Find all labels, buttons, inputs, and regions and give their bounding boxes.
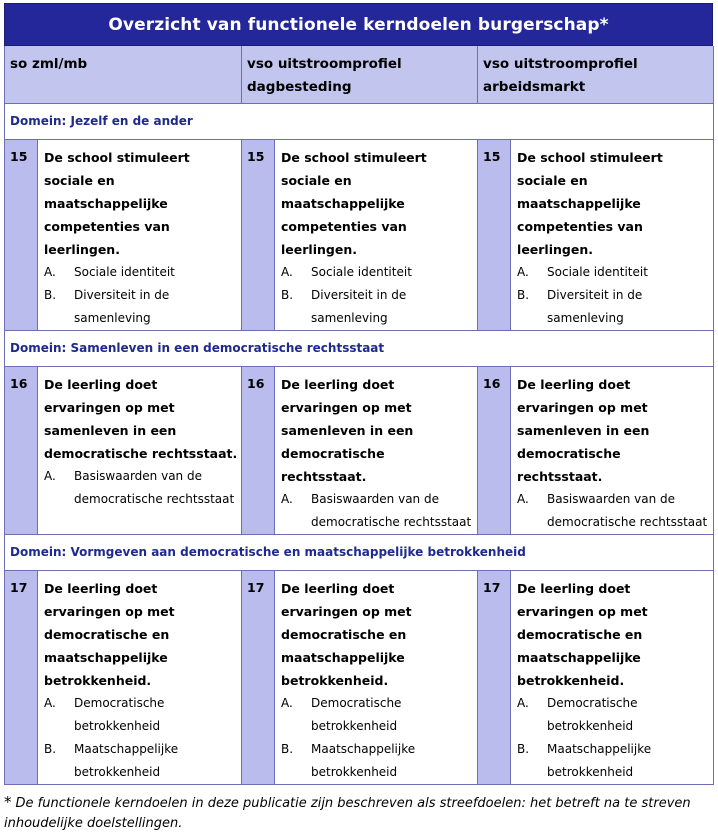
sub-goal-letter: A. (281, 264, 293, 279)
goal-text: De leerling doet ervaringen op met democratische en maatschappelijke betrokkenheid. (281, 580, 412, 688)
goal-number: 17 (5, 570, 38, 784)
sub-goal-text: Democratische betrokkenheid (74, 695, 165, 733)
goal-text: De school stimuleert sociale en maatschappelijke competenties van leerlingen. (281, 149, 427, 257)
domain-row (5, 103, 714, 139)
column-header: so zml/mb (5, 46, 242, 103)
goal-cell (38, 139, 242, 330)
goal-row (5, 570, 714, 784)
sub-goal-text: Maatschappelijke betrokkenheid (547, 741, 652, 779)
sub-goal (281, 738, 474, 784)
sub-goal-letter: B. (517, 741, 530, 756)
sub-goal (281, 488, 474, 534)
sub-goal (517, 261, 710, 284)
goal-number: 16 (242, 366, 275, 534)
goal-cell (38, 366, 242, 534)
sub-goal-text: Maatschappelijke betrokkenheid (74, 741, 179, 779)
domain-label: Domein: Vormgeven aan democratische en maatschappelijke betrokkenheid (5, 534, 714, 570)
sub-goal-letter: B. (44, 741, 57, 756)
goal-cell (511, 139, 714, 330)
sub-goal-letter: A. (281, 695, 293, 710)
sub-goal-text: Sociale identiteit (547, 264, 648, 279)
goal-cell (275, 366, 478, 534)
sub-goal (44, 261, 238, 284)
goal-text: De leerling doet ervaringen op met democratische en maatschappelijke betrokkenheid. (44, 580, 175, 688)
sub-goal-text: Basiswaarden van de democratische rechtsstaat (547, 491, 708, 529)
sub-goal-text: Sociale identiteit (74, 264, 175, 279)
sub-goal (44, 692, 238, 738)
sub-goal-text: Maatschappelijke betrokkenheid (311, 741, 416, 779)
column-header: vso uitstroomprofiel arbeidsmarkt (478, 46, 714, 103)
goal-cell (275, 139, 478, 330)
goal-number: 15 (478, 139, 511, 330)
sub-goal-text: Democratische betrokkenheid (547, 695, 638, 733)
sub-goal-letter: A. (44, 468, 56, 483)
sub-goal (517, 488, 710, 534)
sub-goal-letter: A. (517, 264, 529, 279)
sub-goal-text: Diversiteit in de samenleving (311, 287, 407, 325)
sub-goal-text: Basiswaarden van de democratische rechtsstaat (311, 491, 472, 529)
goal-number: 17 (242, 570, 275, 784)
sub-goal-letter: B. (517, 287, 530, 302)
domain-row (5, 330, 714, 366)
goal-row (5, 366, 714, 534)
sub-goal-text: Basiswaarden van de democratische rechtsstaat (74, 468, 235, 506)
goal-text: De school stimuleert sociale en maatschappelijke competenties van leerlingen. (517, 149, 663, 257)
goal-text: De leerling doet ervaringen op met samenleven in een democratische rechtsstaat. (281, 376, 414, 484)
goal-row (5, 139, 714, 330)
sub-goal-letter: B. (44, 287, 57, 302)
sub-goal (517, 692, 710, 738)
sub-goal-letter: A. (281, 491, 293, 506)
sub-goal (281, 261, 474, 284)
sub-goal (281, 692, 474, 738)
footnote-text: De functionele kerndoelen in deze publicatie zijn beschreven als streefdoelen: het betreft na te streven inhoudelijke doelstellingen. (4, 795, 691, 831)
sub-goal-text: Diversiteit in de samenleving (547, 287, 643, 325)
goal-cell (38, 570, 242, 784)
goal-text: De school stimuleert sociale en maatschappelijke competenties van leerlingen. (44, 149, 190, 257)
goal-text: De leerling doet ervaringen op met samenleven in een democratische rechtsstaat. (517, 376, 650, 484)
goal-cell (511, 570, 714, 784)
sub-goal (44, 738, 238, 784)
sub-goal (517, 738, 710, 784)
kerndoelen-overview (4, 3, 713, 834)
domain-label: Domein: Samenleven in een democratische rechtsstaat (5, 330, 714, 366)
column-header-row (5, 46, 714, 103)
footnote (4, 792, 713, 834)
sub-goal (44, 465, 238, 511)
goal-number: 17 (478, 570, 511, 784)
domain-row (5, 534, 714, 570)
sub-goal-letter: A. (517, 491, 529, 506)
sub-goal-letter: B. (281, 741, 294, 756)
goal-text: De leerling doet ervaringen op met democratische en maatschappelijke betrokkenheid. (517, 580, 648, 688)
page-title: Overzicht van functionele kerndoelen burgerschap* (4, 3, 713, 46)
column-header: vso uitstroomprofiel dagbesteding (242, 46, 478, 103)
sub-goal-text: Democratische betrokkenheid (311, 695, 402, 733)
footnote-marker: * (4, 792, 12, 811)
goal-number: 15 (5, 139, 38, 330)
sub-goal-text: Sociale identiteit (311, 264, 412, 279)
sub-goal (281, 284, 474, 330)
sub-goal-letter: B. (281, 287, 294, 302)
sub-goal (44, 284, 238, 330)
goal-text: De leerling doet ervaringen op met samenleven in een democratische rechtsstaat. (44, 376, 238, 461)
sub-goal (517, 284, 710, 330)
kerndoelen-table (4, 46, 714, 785)
sub-goal-letter: A. (44, 264, 56, 279)
goal-cell (275, 570, 478, 784)
domain-label: Domein: Jezelf en de ander (5, 103, 714, 139)
goal-cell (511, 366, 714, 534)
goal-number: 16 (478, 366, 511, 534)
goal-number: 16 (5, 366, 38, 534)
sub-goal-letter: A. (517, 695, 529, 710)
sub-goal-letter: A. (44, 695, 56, 710)
goal-number: 15 (242, 139, 275, 330)
sub-goal-text: Diversiteit in de samenleving (74, 287, 170, 325)
